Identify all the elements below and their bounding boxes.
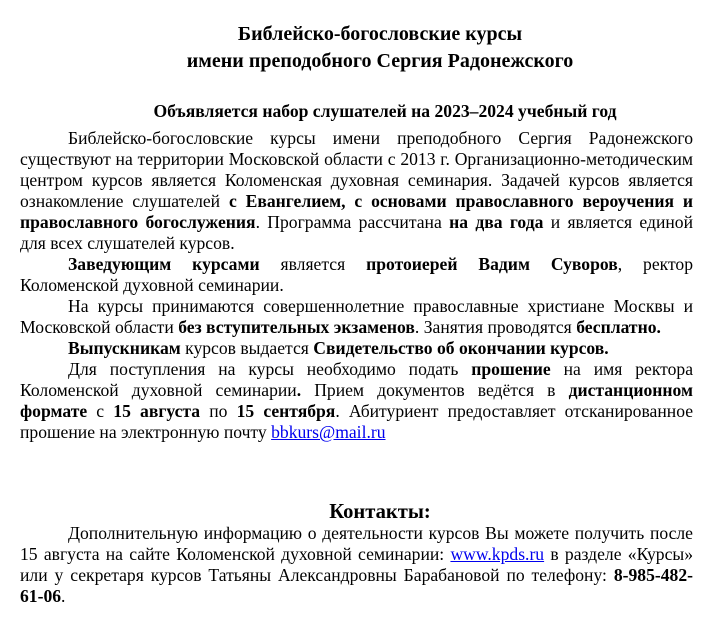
paragraph-head [20,254,693,296]
bold-text: Свидетельство об окончании курсов. [313,338,609,358]
paragraph-text: на имя ректора Коломенской духовной семинарии [20,359,694,400]
paragraph-admission [20,296,693,338]
paragraph-text: по [200,401,237,421]
paragraph-contacts [20,523,693,607]
bold-text: бесплатно. [576,317,661,337]
paragraph-text: Прием документов ведётся в [301,380,569,400]
title-line-1: Библейско-богословские курсы [237,23,523,45]
contacts-section [20,523,693,607]
bold-text: дистанционном формате [20,380,693,421]
paragraph-text: с [87,401,114,421]
bold-text: на два года [449,212,544,232]
contacts-heading: Контакты: [329,501,431,523]
paragraph-text: в разделе «Курсы» или у секретаря курсов Татьяны Александровны Барабановой по телефону: [20,544,693,585]
paragraph-certificate [20,338,693,359]
paragraph-text: Библейско-богословские курсы имени преподобного Сергия Радонежского существуют на территории Московской области с 2013 г. Организационно-методическим центром курсов является Коломенская духовная семинария. Задачей курсов является ознакомление слушателей [20,128,693,211]
paragraph-text: На курсы принимаются совершеннолетние православные христиане Москвы и Московской области [20,296,693,337]
paragraph-text: , ректор Коломенской духовной семинарии. [20,254,694,295]
email-link[interactable]: bbkurs@mail.ru [271,422,386,442]
paragraph-text: Дополнительную информацию о деятельности курсов Вы можете получить после 15 августа на сайте Коломенской духовной семинарии: [20,523,693,564]
bold-text: 15 сентября [236,401,336,421]
bold-text: Заведующим курсами [68,254,260,274]
paragraph-text: является [259,254,367,274]
bold-text: без вступительных экзаменов [178,317,415,337]
paragraph-text: курсов выдается [180,338,314,358]
bold-text: с Евангелием, с основами православного вероучения и православного богослужения [20,191,693,232]
paragraph-text: . Абитуриент предоставляет отсканированное прошение на электронную почту [20,401,694,442]
bold-text: 15 августа [113,401,201,421]
paragraph-text: . [61,586,66,606]
announcement-heading: Объявляется набор слушателей на 2023–2024 учебный год [153,101,617,121]
bold-text: . [296,380,302,400]
bold-text: прошение [471,359,551,379]
paragraph-application [20,359,693,443]
bold-text: Выпускникам [68,338,181,358]
paragraph-text: Для поступления на курсы необходимо подать [68,359,472,379]
paragraph-text: . Программа рассчитана [255,212,450,232]
bold-text: протоиерей Вадим Суворов [366,254,618,274]
phone-number: 8-985-482-61-06 [20,565,693,606]
document-body [20,128,693,443]
paragraph-text: и является единой для всех слушателей курсов. [20,212,693,253]
paragraph-about [20,128,693,254]
website-link[interactable]: www.kpds.ru [450,544,545,564]
paragraph-text: . Занятия проводятся [414,317,577,337]
title-line-2: имени преподобного Сергия Радонежского [186,50,574,72]
